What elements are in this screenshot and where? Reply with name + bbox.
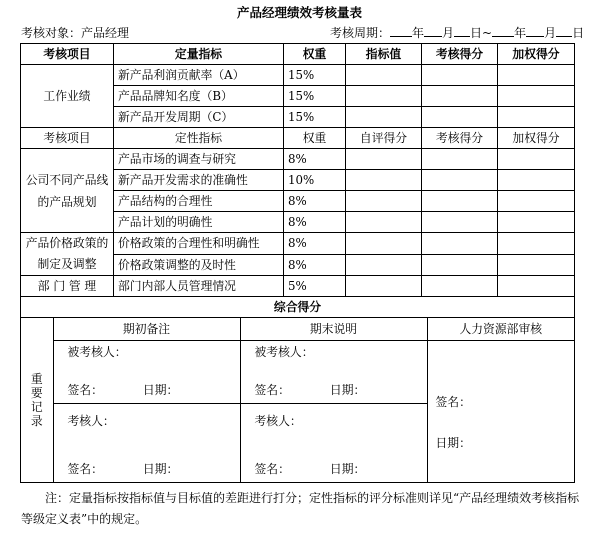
- assessment-object: 考核对象：产品经理: [21, 26, 130, 40]
- end-month-blank[interactable]: [526, 24, 544, 37]
- table-row: [21, 149, 575, 170]
- score-cell[interactable]: [422, 233, 498, 255]
- score-cell[interactable]: [422, 107, 498, 128]
- score-cell[interactable]: [422, 65, 498, 86]
- indicator-name: 产品结构的合理性: [114, 191, 284, 212]
- score-cell[interactable]: [422, 191, 498, 212]
- self-score-cell[interactable]: [346, 149, 422, 170]
- indicator-weight: 15%: [284, 107, 346, 128]
- sign-label: 签名：: [254, 462, 290, 476]
- footnote: 注：定量指标按指标值与目标值的差距进行打分；定性指标的评分标准则详见“产品经理绩效考核指标等级定义表”中的规定。: [21, 491, 580, 526]
- initial-reviewee-block[interactable]: [53, 340, 240, 403]
- col-final-notes: 期末说明: [240, 318, 427, 340]
- indicator-weight: 8%: [284, 254, 346, 276]
- self-score-cell[interactable]: [346, 233, 422, 255]
- start-year-label: 年: [412, 26, 425, 40]
- weighted-score-cell[interactable]: [498, 149, 575, 170]
- hr-review-block[interactable]: [427, 340, 574, 482]
- sign-label: 签名：: [67, 462, 103, 476]
- score-cell[interactable]: [422, 149, 498, 170]
- header-score: 考核得分: [422, 44, 498, 65]
- end-day-label: 日: [572, 26, 585, 40]
- weighted-score-cell[interactable]: [498, 86, 575, 107]
- self-score-cell[interactable]: [346, 212, 422, 233]
- start-month-blank[interactable]: [424, 24, 442, 37]
- project-price-policy: 产品价格政策的制定及调整: [21, 233, 114, 276]
- weighted-score-cell[interactable]: [498, 65, 575, 86]
- indicator-name: 新产品开发周期（C）: [114, 107, 284, 128]
- header-score-2: 考核得分: [422, 128, 498, 149]
- form-title: 产品经理绩效考核量表: [236, 5, 362, 20]
- indicator-weight: 15%: [284, 86, 346, 107]
- score-cell[interactable]: [422, 276, 498, 297]
- hr-date-label: 日期：: [435, 435, 471, 450]
- indicator-value-cell[interactable]: [346, 86, 422, 107]
- indicator-weight: 8%: [284, 233, 346, 255]
- score-cell[interactable]: [422, 170, 498, 191]
- col-initial-remarks: 期初备注: [53, 318, 240, 340]
- sign-label: 签名：: [67, 382, 103, 397]
- reviewee-label: 被考核人：: [67, 344, 127, 359]
- qual-header-row: [21, 128, 575, 149]
- date-label: 日期：: [142, 382, 179, 397]
- header-indicator-value: 指标值: [346, 44, 422, 65]
- start-month-label: 月: [442, 26, 455, 40]
- weighted-score-cell[interactable]: [498, 191, 575, 212]
- reviewee-label: 被考核人：: [254, 344, 314, 359]
- start-day-blank[interactable]: [454, 24, 470, 37]
- reviewer-label: 考核人：: [254, 413, 302, 428]
- indicator-name: 产品品牌知名度（B）: [114, 86, 284, 107]
- composite-row: [21, 297, 575, 318]
- hr-sign-label: 签名：: [435, 394, 471, 409]
- self-score-cell[interactable]: [346, 254, 422, 276]
- indicator-value-cell[interactable]: [346, 107, 422, 128]
- score-cell[interactable]: [422, 86, 498, 107]
- indicator-weight: 8%: [284, 212, 346, 233]
- end-year-blank[interactable]: [492, 24, 514, 37]
- score-cell[interactable]: [422, 254, 498, 276]
- quant-header-row: [21, 44, 575, 65]
- weighted-score-cell[interactable]: [498, 107, 575, 128]
- assessment-period: [330, 24, 584, 41]
- records-row: [21, 318, 575, 483]
- indicator-weight: 5%: [284, 276, 346, 297]
- indicator-name: 新产品开发需求的准确性: [114, 170, 284, 191]
- composite-score-label: 综合得分: [21, 297, 575, 318]
- assessment-table: [20, 43, 575, 483]
- indicator-weight: 8%: [284, 191, 346, 212]
- table-row: [21, 65, 575, 86]
- weighted-score-cell[interactable]: [498, 276, 575, 297]
- end-year-label: 年: [514, 26, 527, 40]
- header-weighted-score-2: 加权得分: [498, 128, 575, 149]
- header-qual-indicator: 定性指标: [114, 128, 284, 149]
- score-cell[interactable]: [422, 212, 498, 233]
- reviewer-label: 考核人：: [67, 413, 115, 428]
- indicator-name: 产品市场的调查与研究: [114, 149, 284, 170]
- col-hr-review: 人力资源部审核: [427, 318, 574, 340]
- self-score-cell[interactable]: [346, 170, 422, 191]
- indicator-weight: 10%: [284, 170, 346, 191]
- date-label: 日期：: [329, 382, 366, 397]
- header-quant-indicator: 定量指标: [114, 44, 284, 65]
- weighted-score-cell[interactable]: [498, 233, 575, 255]
- final-reviewee-block[interactable]: [240, 340, 427, 403]
- start-day-label: 日~: [470, 26, 493, 40]
- end-day-blank[interactable]: [556, 24, 572, 37]
- header-weight: 权重: [284, 44, 346, 65]
- project-product-planning: 公司不同产品线的产品规划: [21, 149, 114, 233]
- important-records-label: 重要记录: [21, 318, 53, 482]
- self-score-cell[interactable]: [346, 276, 422, 297]
- indicator-value-cell[interactable]: [346, 65, 422, 86]
- indicator-weight: 15%: [284, 65, 346, 86]
- period-label: 考核周期：: [330, 26, 391, 40]
- weighted-score-cell[interactable]: [498, 212, 575, 233]
- header-weight-2: 权重: [284, 128, 346, 149]
- final-reviewer-block[interactable]: [240, 403, 427, 482]
- start-year-blank[interactable]: [390, 24, 412, 37]
- sign-label: 签名：: [254, 382, 290, 397]
- indicator-name: 产品计划的明确性: [114, 212, 284, 233]
- self-score-cell[interactable]: [346, 191, 422, 212]
- initial-reviewer-block[interactable]: [53, 403, 240, 482]
- records-table: [21, 318, 574, 482]
- indicator-name: 价格政策调整的及时性: [114, 254, 284, 276]
- end-month-label: 月: [544, 26, 557, 40]
- header-item-2: 考核项目: [21, 128, 114, 149]
- table-row: [21, 276, 575, 297]
- indicator-name: 价格政策的合理性和明确性: [114, 233, 284, 255]
- date-label: 日期：: [329, 462, 366, 476]
- header-weighted-score: 加权得分: [498, 44, 575, 65]
- header-item: 考核项目: [21, 44, 114, 65]
- weighted-score-cell[interactable]: [498, 254, 575, 276]
- indicator-weight: 8%: [284, 149, 346, 170]
- indicator-name: 部门内部人员管理情况: [114, 276, 284, 297]
- project-work-performance: 工作业绩: [21, 65, 114, 128]
- project-dept-management: 部 门 管 理: [21, 276, 114, 297]
- header-self-score: 自评得分: [346, 128, 422, 149]
- date-label: 日期：: [142, 462, 179, 476]
- indicator-name: 新产品利润贡献率（A）: [114, 65, 284, 86]
- weighted-score-cell[interactable]: [498, 170, 575, 191]
- table-row: [21, 233, 575, 255]
